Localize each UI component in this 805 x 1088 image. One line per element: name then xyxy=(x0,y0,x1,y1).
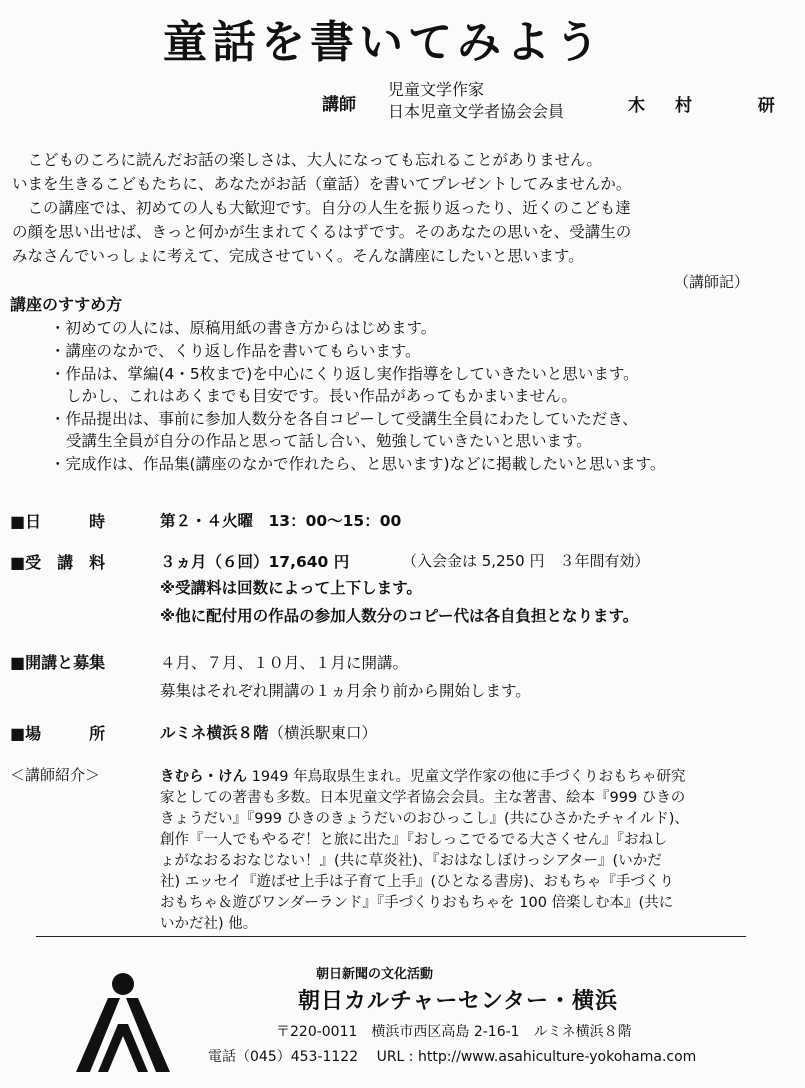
divider xyxy=(36,936,746,937)
lecturer-label: 講師 xyxy=(322,95,356,115)
profile-line: いかだ社) 他。 xyxy=(160,916,258,932)
fee-label: ■受 講 料 xyxy=(10,553,106,572)
page-title: 童話を書いてみよう xyxy=(163,17,604,68)
place-label: ■場 所 xyxy=(10,724,106,743)
lecturer-role: 児童文学作家 xyxy=(388,80,485,99)
intro-paragraph-line: この講座では、初めての人も大歓迎です。自分の人生を振り返ったり、近くのこども達 xyxy=(12,199,631,217)
recommend-item: ・初めての人には、原稿用紙の書き方からはじめます。 xyxy=(50,319,437,337)
recruit-line: 募集はそれぞれ開講の１ヵ月余り前から開始します。 xyxy=(160,682,531,700)
intro-paragraph-line: いまを生きるこどもたちに、あなたがお話（童話）を書いてプレゼントしてみませんか。 xyxy=(12,175,632,193)
fee-value: ３ヵ月（６回）17,640 円 xyxy=(160,553,350,571)
intro-paragraph-line: の顔を思い出せば、きっと何かが生まれてくるはずです。そのあなたの思いを、受講生の xyxy=(12,223,632,241)
place-name: ルミネ横浜８階 xyxy=(160,724,269,742)
lecturer-name: 木村 研 xyxy=(628,96,805,116)
fee-note: ※他に配付用の作品の参加人数分のコピー代は各自負担となります。 xyxy=(160,607,639,625)
profile-name: きむら・けん xyxy=(160,769,247,785)
profile-line: ょがなおるおなじない！』(共に草炎社)、『おはなしぼけっシアター』(いかだ xyxy=(160,853,662,869)
profile-label: ＜講師紹介＞ xyxy=(10,766,101,784)
footer-address: 〒220-0011 横浜市西区高島 2-16-1 ルミネ横浜８階 xyxy=(276,1024,632,1040)
profile-line: おもちゃ＆遊びワンダーランド』『手づくりおもちゃを 100 倍楽しむ本』(共に xyxy=(160,895,674,911)
intro-paragraph-line: みなさんでいっしょに考えて、完成させていく。そんな講座にしたいと思います。 xyxy=(12,247,584,265)
recommend-item: ・完成作は、作品集(講座のなかで作れたら、と思います)などに掲載したいと思います。 xyxy=(50,455,666,473)
profile-line: 創作『一人でもやるぞ！と旅に出た』『おしっこでるでる大さくせん』『おねし xyxy=(160,832,668,848)
fee-extra: （入会金は 5,250 円 ３年間有効） xyxy=(402,552,650,570)
footer-org-name: 朝日カルチャーセンター・横浜 xyxy=(298,989,619,1014)
recruit-line: ４月、７月、１０月、１月に開講。 xyxy=(160,654,409,672)
place-value xyxy=(160,721,377,743)
asahi-culture-logo xyxy=(68,968,178,1076)
profile-line: 家としての著書も多数。日本児童文学者協会会員。主な著書、絵本『999 ひきの xyxy=(160,790,686,806)
schedule-label: ■日 時 xyxy=(10,512,106,531)
place-note: （横浜駅東口） xyxy=(268,724,378,742)
recommend-item: ・講座のなかで、くり返し作品を書いてもらいます。 xyxy=(50,342,421,360)
lecturer-role: 日本児童文学者協会会員 xyxy=(388,102,565,121)
profile-line: きょうだい』『999 ひきのきょうだいのおひっこし』(共にひさかたチャイルド)、 xyxy=(160,811,689,827)
profile-line xyxy=(160,765,686,786)
intro-paragraph-line: こどものころに読んだお話の楽しさは、大人になっても忘れることがありません。 xyxy=(12,151,602,169)
footer-contact: 電話（045）453-1122 URL : http://www.asahiculture-yokohama.com xyxy=(208,1049,697,1065)
schedule-value: 第２・４火曜 13：00～15：00 xyxy=(160,512,402,530)
profile-text: 1949 年鳥取県生まれ。児童文学作家の他に手づくりおもちゃ研究 xyxy=(247,769,686,785)
profile-line: 社) エッセイ『遊ばせ上手は子育て上手』(ひとなる書房)、おもちゃ『手づくり xyxy=(160,874,674,890)
recommend-item-cont: 受講生全員が自分の作品と思って話し合い、勉強していきたいと思います。 xyxy=(66,432,592,450)
lecturer-note: （講師記） xyxy=(673,273,749,291)
footer-tagline: 朝日新聞の文化活動 xyxy=(316,967,434,982)
recommend-item-cont: しかし、これはあくまでも目安です。長い作品があってもかまいません。 xyxy=(66,387,578,405)
recommend-item: ・作品は、掌編(4・5枚まで)を中心にくり返し実作指導をしていきたいと思います。 xyxy=(50,365,639,383)
recommend-heading: 講座のすすめ方 xyxy=(10,295,123,314)
fee-note: ※受講料は回数によって上下します。 xyxy=(160,579,422,597)
recruit-label: ■開講と募集 xyxy=(10,653,106,672)
recommend-item: ・作品提出は、事前に参加人数分を各自コピーして受講生全員にわたしていただき、 xyxy=(50,410,638,428)
